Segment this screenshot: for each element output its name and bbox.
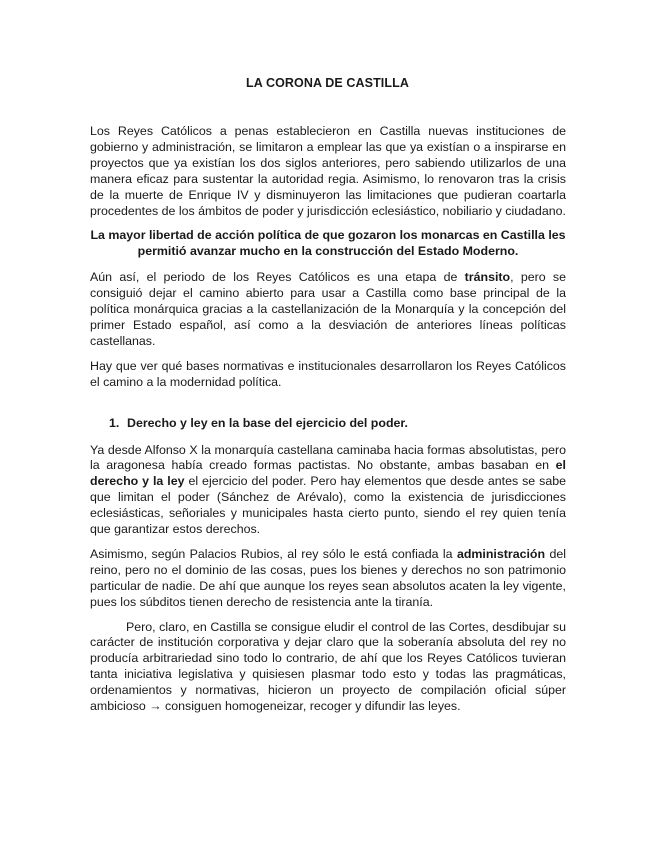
paragraph-text: Ya desde Alfonso X la monarquía castellana caminaba hacia formas absolutistas, pero la aragonesa había creado formas pactistas. No obstante, ambas basaban en bbox=[90, 442, 566, 473]
paragraph-text: Aún así, el periodo de los Reyes Católicos es una etapa de bbox=[90, 270, 465, 285]
paragraph-palacios bbox=[90, 547, 566, 611]
section-number: 1. bbox=[109, 415, 120, 430]
paragraph-transit bbox=[90, 270, 566, 350]
highlight-paragraph: La mayor libertad de acción política de que gozaron los monarcas en Castilla les permitió avanzar mucho en la construcción del Estado Moderno. bbox=[90, 228, 566, 259]
section-title: Derecho y ley en la base del ejercicio del poder. bbox=[127, 415, 408, 430]
paragraph-text: Asimismo, según Palacios Rubios, al rey sólo le está confiada la bbox=[90, 546, 457, 561]
paragraph-bases: Hay que ver qué bases normativas e institucionales desarrollaron los Reyes Católicos el camino a la modernidad política. bbox=[90, 358, 566, 389]
paragraph-text: , pero se consiguió dejar el camino abierto para usar a Castilla como base principal de la política monárquica gracias a la castellanización de la Monarquía y la concepción del primer Estado español, así como a la desviación de anteriores líneas políticas castellanas. bbox=[90, 270, 566, 348]
bold-term: administración bbox=[456, 546, 546, 561]
paragraph-alfonso bbox=[90, 443, 566, 538]
bold-term: tránsito bbox=[464, 270, 511, 285]
paragraph-text: el ejercicio del poder. Pero hay elementos que desde antes se sabe que limitan el poder (Sánchez de Arévalo), como la existencia de jurisdicciones eclesiásticas, señoriales y municipales hasta cierto punto, siendo el rey quien tenía que garantizar estos derechos. bbox=[90, 474, 567, 537]
paragraph-text: del reino, pero no el dominio de las cosas, pues los bienes y derechos no son patrimonio particular de nadie. De ahí que aunque los reyes sean absolutos acaten la ley vigente, pues los súbditos tienen derecho de resistencia ante la tiranía. bbox=[90, 546, 566, 609]
bold-term: el derecho y la ley bbox=[90, 458, 566, 489]
paragraph-intro: Los Reyes Católicos a penas establecieron en Castilla nuevas instituciones de gobierno y administración, se limitaron a emplear las que ya existían o a inspirarse en proyectos que ya existían los dos siglos anteriores, pero sabiendo utilizarlos de una manera eficaz para sustentar la autoridad regia. Asimismo, lo renovaron tras la crisis de la muerte de Enrique IV y disminuyeron las limitaciones que pudieran coartarla procedentes de los ámbitos de poder y jurisdicción eclesiástico, nobiliario y ciudadano. bbox=[90, 124, 566, 218]
section-heading bbox=[109, 416, 566, 432]
paragraph-cortes: Pero, claro, en Castilla se consigue eludir el control de las Cortes, desdibujar su carácter de institución corporativa y dejar claro que la soberanía absoluta del rey no producía arbitrariedad sino todo lo contrario, de ahí que los Reyes Católicos tuvieran tanta iniciativa legislativa y quisiesen plasmar todo esto y todas las pragmáticas, ordenamientos y normativas, hicieron un proyecto de compilación oficial súper ambicioso → consiguen homogeneizar, recoger y difundir las leyes. bbox=[90, 619, 566, 714]
document-body bbox=[90, 124, 566, 724]
page-title: LA CORONA DE CASTILLA bbox=[246, 76, 409, 90]
